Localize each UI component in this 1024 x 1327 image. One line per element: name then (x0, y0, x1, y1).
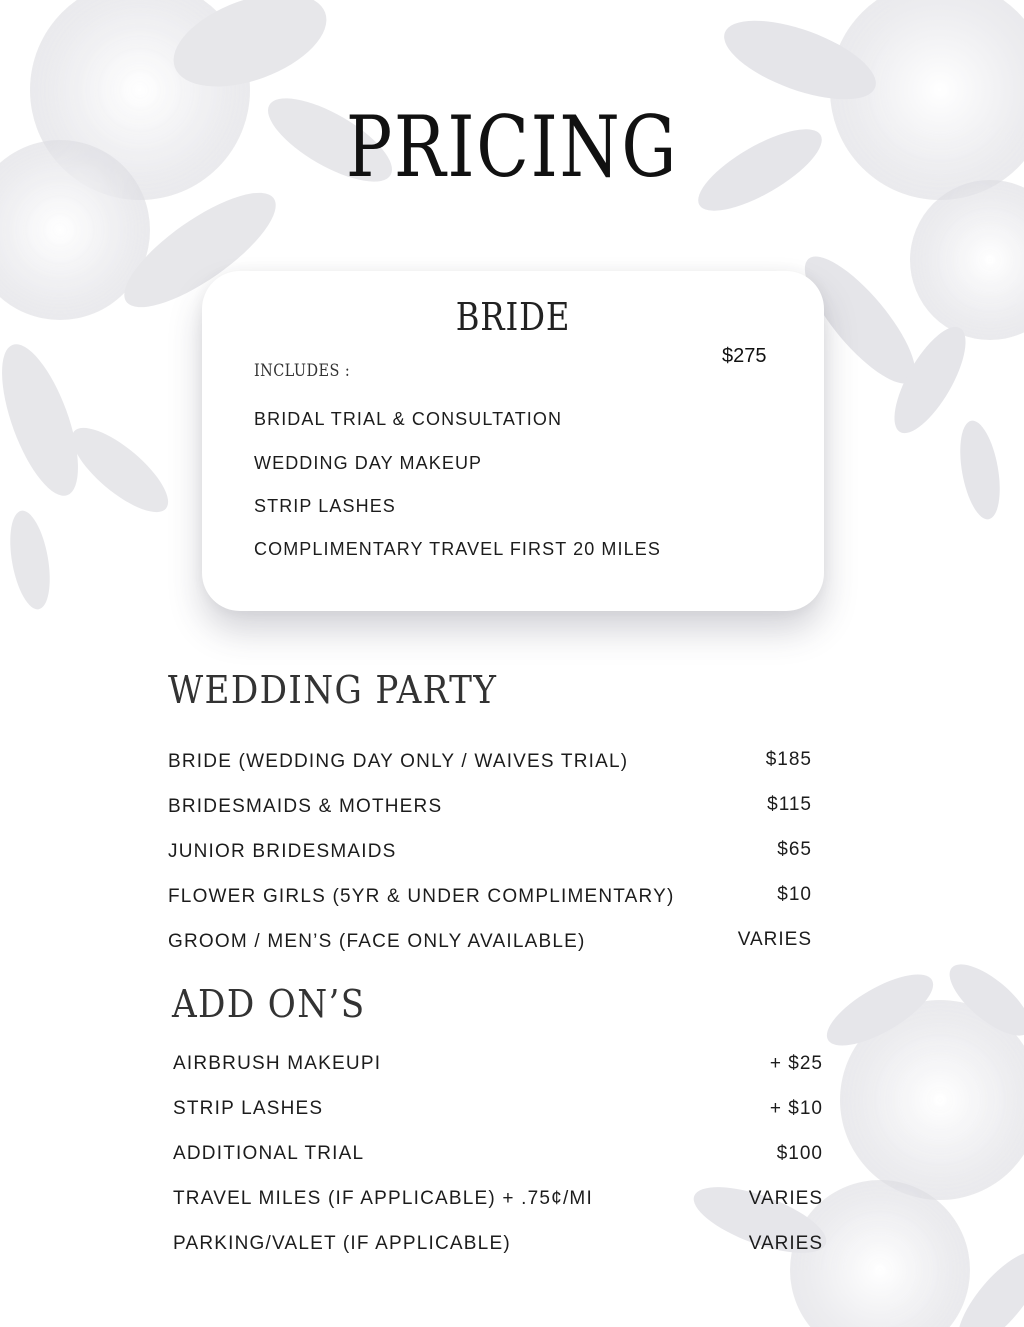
wedding-party-row-label: BRIDE (WEDDING DAY ONLY / WAIVES TRIAL) (168, 751, 629, 772)
includes-label: INCLUDES : (254, 361, 351, 381)
bride-card-price: $275 (722, 345, 767, 367)
page-title: PRICING (345, 98, 679, 196)
wedding-party-row-price: $115 (767, 794, 812, 815)
wedding-party-row-price: VARIES (737, 929, 812, 950)
bride-include-item: STRIP LASHES (254, 496, 396, 516)
add-on-row-label: PARKING/VALET (IF APPLICABLE) (173, 1233, 511, 1254)
wedding-party-row-label: FLOWER GIRLS (5YR & UNDER COMPLIMENTARY) (168, 886, 675, 907)
add-on-row-price: VARIES (748, 1188, 823, 1209)
add-on-row-label: ADDITIONAL TRIAL (173, 1143, 365, 1164)
bride-include-item: COMPLIMENTARY TRAVEL FIRST 20 MILES (254, 539, 661, 559)
wedding-party-heading: WEDDING PARTY (168, 668, 498, 712)
add-on-row-price: + $10 (769, 1098, 823, 1119)
wedding-party-row-label: BRIDESMAIDS & MOTHERS (168, 796, 443, 817)
add-ons-heading: ADD ON’S (172, 982, 366, 1026)
bride-include-item: WEDDING DAY MAKEUP (254, 453, 483, 473)
add-on-row-label: STRIP LASHES (173, 1098, 324, 1119)
wedding-party-row-price: $65 (777, 839, 812, 860)
add-on-row-price: + $25 (769, 1053, 823, 1074)
wedding-party-row-price: $10 (777, 884, 812, 905)
add-on-row-label: TRAVEL MILES (IF APPLICABLE) + .75¢/MI (173, 1188, 593, 1209)
wedding-party-row-price: $185 (765, 749, 812, 770)
wedding-party-row-label: GROOM / MEN’S (FACE ONLY AVAILABLE) (168, 931, 586, 952)
add-on-row-price: VARIES (748, 1233, 823, 1254)
add-on-row-label: AIRBRUSH MAKEUPI (173, 1053, 382, 1074)
bride-package-card (202, 271, 824, 611)
bride-card-heading: BRIDE (455, 295, 571, 339)
bride-include-item: BRIDAL TRIAL & CONSULTATION (254, 409, 563, 429)
wedding-party-row-label: JUNIOR BRIDESMAIDS (168, 841, 397, 862)
add-on-row-price: $100 (776, 1143, 823, 1164)
